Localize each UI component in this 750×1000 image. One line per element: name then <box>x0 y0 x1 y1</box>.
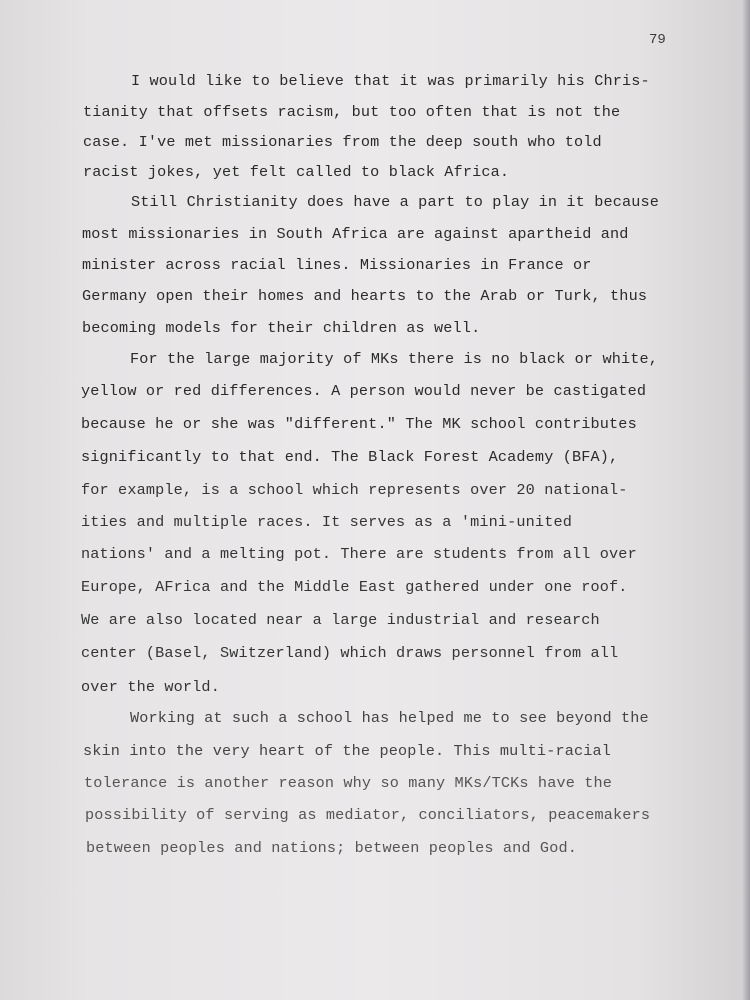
text-line: minister across racial lines. Missionaries in France or <box>82 256 592 274</box>
text-line: We are also located near a large industrial and research <box>81 611 600 629</box>
text-line: significantly to that end. The Black Forest Academy (BFA), <box>81 448 619 466</box>
text-line: For the large majority of MKs there is no black or white, <box>130 350 659 368</box>
text-line: I would like to believe that it was primarily his Chris- <box>131 72 650 90</box>
text-line: most missionaries in South Africa are against apartheid and <box>82 225 629 243</box>
text-line: Europe, AFrica and the Middle East gathered under one roof. <box>81 578 628 596</box>
text-line: yellow or red differences. A person would never be castigated <box>81 382 647 400</box>
text-line: nations' and a melting pot. There are students from all over <box>81 545 637 563</box>
text-line: Working at such a school has helped me to see beyond the <box>130 709 649 727</box>
text-line: racist jokes, yet felt called to black Africa. <box>83 163 510 181</box>
text-line: over the world. <box>81 678 220 696</box>
text-line: becoming models for their children as well. <box>82 319 481 337</box>
text-line: Still Christianity does have a part to play in it because <box>131 193 660 211</box>
page-edge-shadow <box>742 0 750 1000</box>
text-line: tianity that offsets racism, but too often that is not the <box>83 103 621 121</box>
text-line: case. I've met missionaries from the deep south who told <box>83 133 602 151</box>
text-line: possibility of serving as mediator, conciliators, peacemakers <box>85 806 651 824</box>
text-line: center (Basel, Switzerland) which draws personnel from all <box>81 644 619 662</box>
text-line: for example, is a school which represents over 20 national- <box>81 481 628 499</box>
text-line: tolerance is another reason why so many MKs/TCKs have the <box>84 774 613 792</box>
text-line: ities and multiple races. It serves as a 'mini-united <box>81 513 572 531</box>
text-line: Germany open their homes and hearts to the Arab or Turk, thus <box>82 287 648 305</box>
page-number: 79 <box>649 32 666 48</box>
text-line: skin into the very heart of the people. This multi-racial <box>83 742 612 760</box>
text-line: between peoples and nations; between peoples and God. <box>86 839 577 857</box>
text-line: because he or she was "different." The MK school contributes <box>81 415 637 433</box>
